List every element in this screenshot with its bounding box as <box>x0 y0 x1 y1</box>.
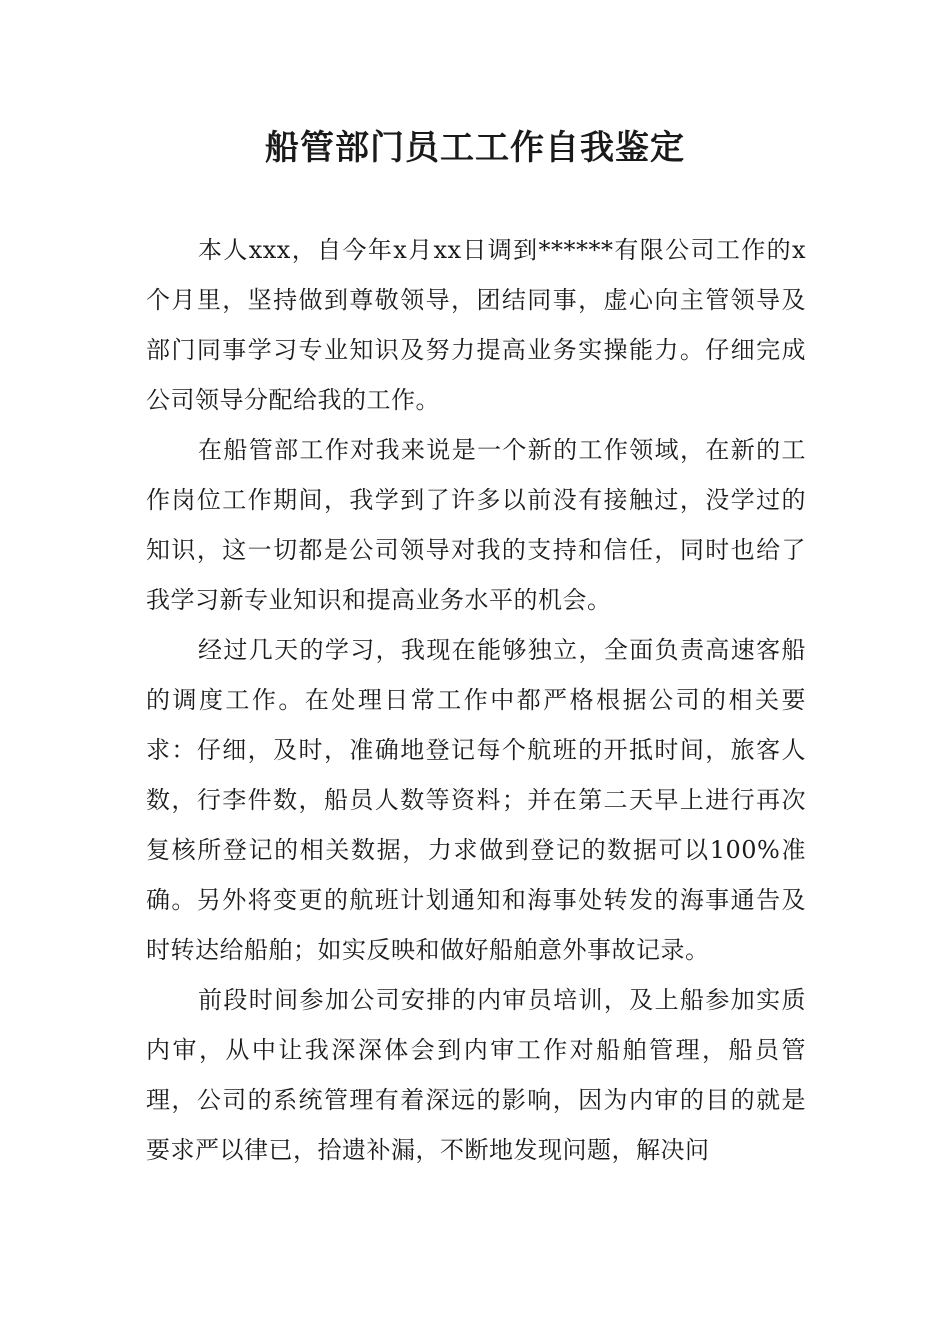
document-body <box>146 225 806 1175</box>
paragraph-3: 经过几天的学习，我现在能够独立，全面负责高速客船的调度工作。在处理日常工作中都严格根据公司的相关要求：仔细，及时，准确地登记每个航班的开抵时间，旅客人数，行李件数，船员人数等资料；并在第二天早上进行再次复核所登记的相关数据，力求做到登记的数据可以100%准确。另外将变更的航班计划通知和海事处转发的海事通告及时转达给船舶；如实反映和做好船舶意外事故记录。 <box>146 636 806 964</box>
paragraph-1: 本人xxx，自今年x月xx日调到******有限公司工作的x个月里，坚持做到尊敬领导，团结同事，虚心向主管领导及部门同事学习专业知识及努力提高业务实操能力。仔细完成公司领导分配给我的工作。 <box>146 236 806 414</box>
paragraph-2: 在船管部工作对我来说是一个新的工作领域，在新的工作岗位工作期间，我学到了许多以前没有接触过，没学过的知识，这一切都是公司领导对我的支持和信任，同时也给了我学习新专业知识和提高业务水平的机会。 <box>146 436 806 614</box>
paragraph-4: 前段时间参加公司安排的内审员培训，及上船参加实质内审，从中让我深深体会到内审工作对船舶管理，船员管理，公司的系统管理有着深远的影响，因为内审的目的就是要求严以律已，拾遗补漏，不断地发现问题，解决问 <box>146 986 806 1164</box>
document-title: 船管部门员工工作自我鉴定 <box>265 128 685 168</box>
